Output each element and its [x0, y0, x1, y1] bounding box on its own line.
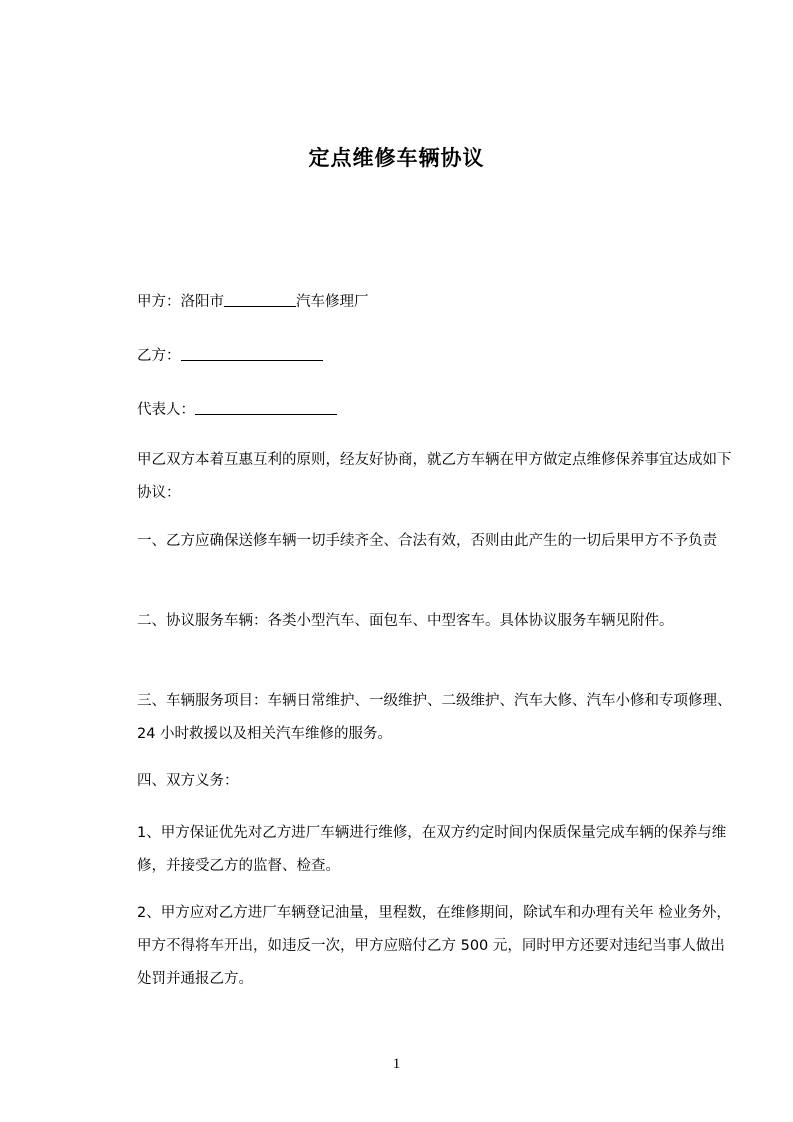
clause-2: 二、协议服务车辆：各类小型汽车、面包车、中型客车。具体协议服务车辆见附件。 — [137, 613, 674, 629]
representative-prefix: 代表人： — [137, 402, 195, 418]
party-b-blank — [181, 345, 323, 361]
representative-line — [137, 398, 337, 421]
clause-4-heading: 四、双方义务： — [137, 773, 239, 789]
clause-1: 一、乙方应确保送修车辆一切手续齐全、合法有效，否则由此产生的一切后果甲方不予负责 — [137, 533, 717, 549]
representative-blank — [195, 399, 337, 415]
clause-3: 三、车辆服务项目：车辆日常维护、一级维护、二级维护、汽车大修、汽车小修和专项修理、24 小时救援以及相关汽车维修的服务。 — [137, 693, 732, 742]
party-b-line — [137, 344, 323, 367]
party-a-suffix: 汽车修理厂 — [296, 294, 369, 310]
document-title: 定点维修车辆协议 — [308, 146, 485, 170]
clause-4-item-1: 1、甲方保证优先对乙方进厂车辆进行维修，在双方约定时间内保质保量完成车辆的保养与维修，并接受乙方的监督、检查。 — [137, 825, 727, 874]
party-a-line — [137, 290, 369, 313]
party-a-blank — [224, 291, 296, 307]
clause-4-item-2: 2、甲方应对乙方进厂车辆登记油量，里程数，在维修期间，除试车和办理有关年 检业务外，甲方不得将车开出，如违反一次，甲方应赔付乙方 500 元，同时甲方还要对违纪当事人做出处罚并通报乙方。 — [137, 905, 731, 987]
page-number: 1 — [392, 1056, 401, 1072]
party-b-prefix: 乙方： — [137, 348, 181, 364]
preamble-paragraph: 甲乙双方本着互惠互利的原则，经友好协商，就乙方车辆在甲方做定点维修保养事宜达成如下协议： — [137, 452, 732, 501]
party-a-prefix: 甲方：洛阳市 — [137, 294, 224, 310]
